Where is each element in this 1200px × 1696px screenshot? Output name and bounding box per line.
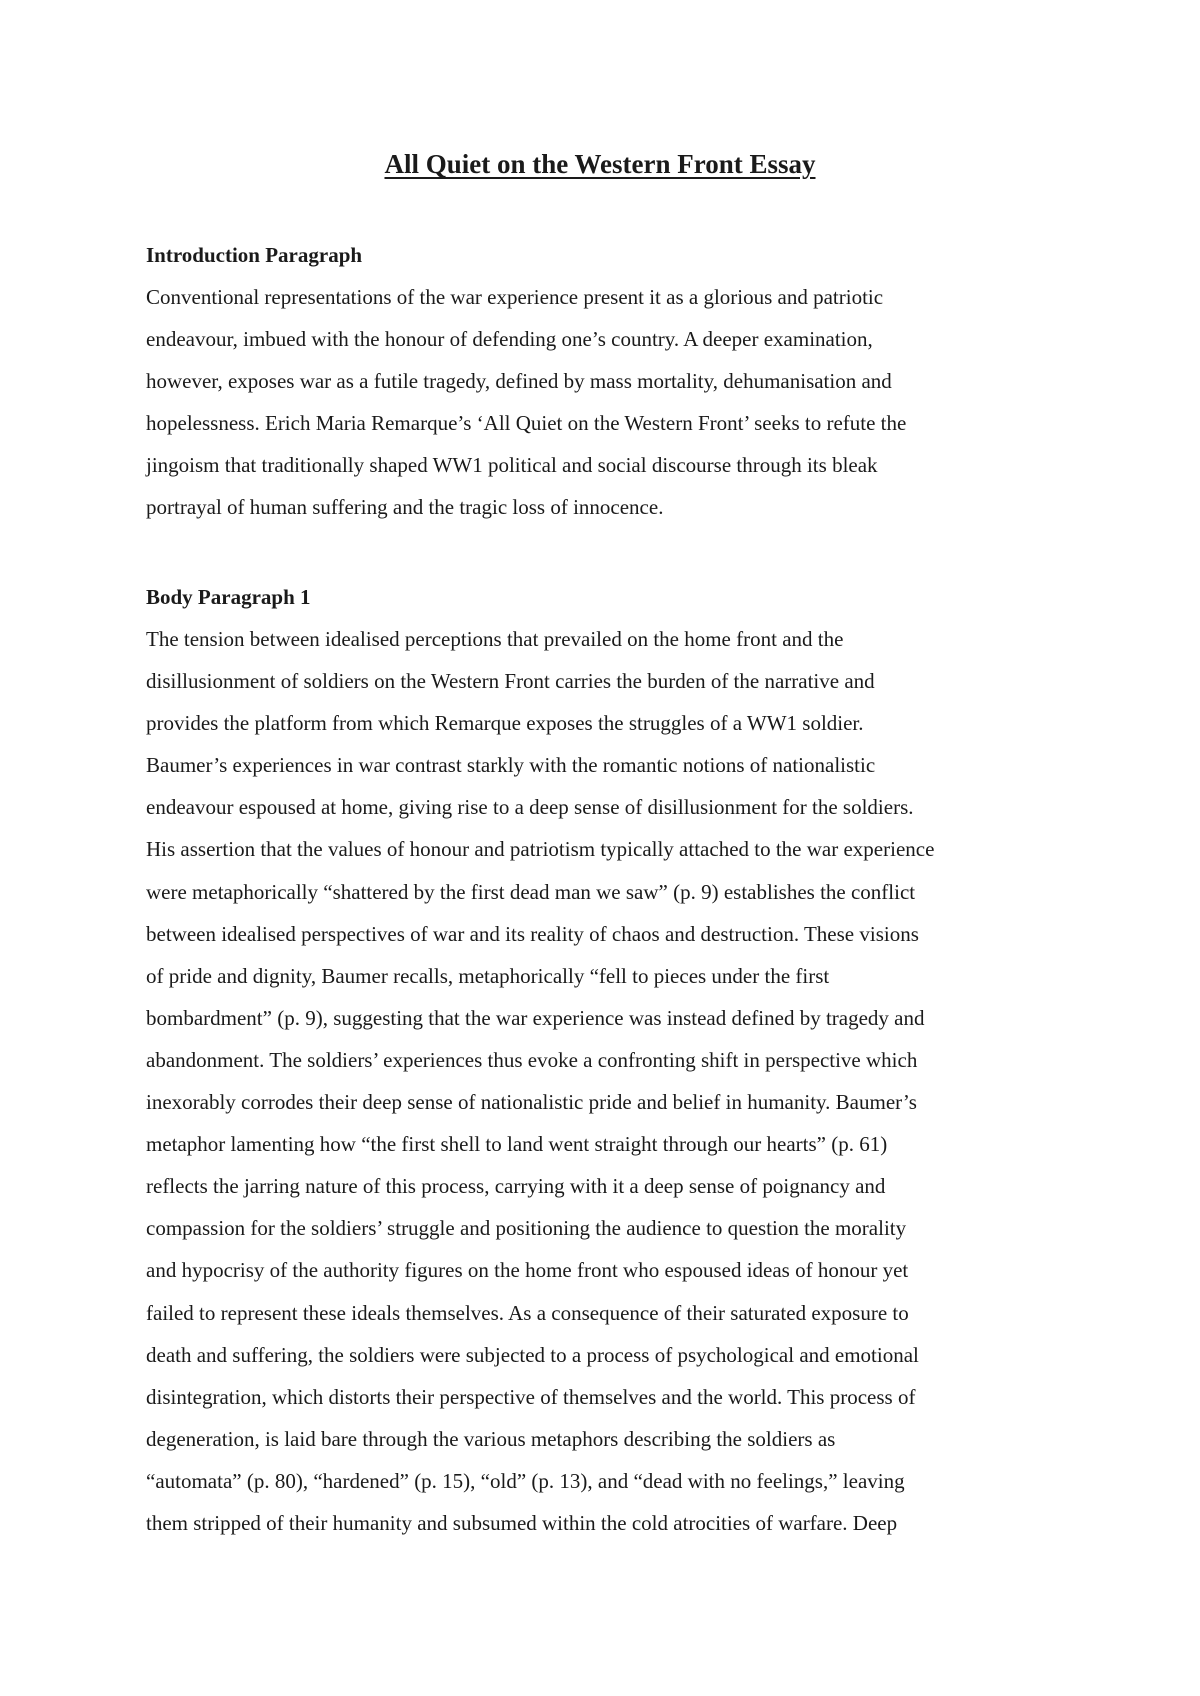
paragraph-line: disillusionment of soldiers on the Western Front carries the burden of the narrative and [146,669,875,694]
paragraph-line: portrayal of human suffering and the tragic loss of innocence. [146,495,664,520]
paragraph-line: disintegration, which distorts their perspective of themselves and the world. This process of [146,1384,916,1409]
paragraph-line: Baumer’s experiences in war contrast starkly with the romantic notions of nationalistic [146,753,876,778]
paragraph-line: of pride and dignity, Baumer recalls, metaphorically “fell to pieces under the first [146,963,830,988]
paragraph-line: were metaphorically “shattered by the first dead man we saw” (p. 9) establishes the conflict [146,879,916,904]
paragraph-line: endeavour espoused at home, giving rise to a deep sense of disillusionment for the soldiers. [146,795,914,820]
paragraph-line: “automata” (p. 80), “hardened” (p. 15), “old” (p. 13), and “dead with no feelings,” leaving [146,1468,905,1493]
introduction-section [146,234,1066,529]
essay-title: All Quiet on the Western Front Essay [384,149,816,179]
paragraph-line: however, exposes war as a futile tragedy, defined by mass mortality, dehumanisation and [146,369,892,394]
introduction-heading: Introduction Paragraph [146,243,363,267]
paragraph-line: degeneration, is laid bare through the various metaphors describing the soldiers as [146,1426,836,1451]
paragraph-line: endeavour, imbued with the honour of defending one’s country. A deeper examination, [146,327,873,352]
paragraph-line: death and suffering, the soldiers were subjected to a process of psychological and emotional [146,1342,919,1367]
paragraph-line: failed to represent these ideals themselves. As a consequence of their saturated exposure to [146,1300,909,1325]
paragraph-line: bombardment” (p. 9), suggesting that the war experience was instead defined by tragedy and [146,1005,925,1030]
paragraph-line: The tension between idealised perceptions that prevailed on the home front and the [146,627,844,651]
paragraph-line: Conventional representations of the war experience present it as a glorious and patriotic [146,285,884,309]
paragraph-line: jingoism that traditionally shaped WW1 political and social discourse through its bleak [146,453,878,478]
paragraph-line: His assertion that the values of honour and patriotism typically attached to the war experience [146,837,935,862]
paragraph-line: and hypocrisy of the authority figures on the home front who espoused ideas of honour yet [146,1258,909,1283]
paragraph-line: reflects the jarring nature of this process, carrying with it a deep sense of poignancy and [146,1174,886,1199]
body-paragraph-1-section [146,576,1066,1544]
body-paragraph-1-heading: Body Paragraph 1 [146,585,311,609]
paragraph-line: between idealised perspectives of war and its reality of chaos and destruction. These visions [146,921,919,946]
paragraph-line: inexorably corrodes their deep sense of nationalistic pride and belief in humanity. Baumer’s [146,1090,917,1115]
paragraph-line: hopelessness. Erich Maria Remarque’s ‘All Quiet on the Western Front’ seeks to refute the [146,411,907,436]
paragraph-line: compassion for the soldiers’ struggle and positioning the audience to question the morality [146,1216,907,1241]
paragraph-line: metaphor lamenting how “the first shell to land went straight through our hearts” (p. 61) [146,1132,888,1157]
paragraph-line: provides the platform from which Remarque exposes the struggles of a WW1 soldier. [146,711,864,736]
paragraph-line: abandonment. The soldiers’ experiences thus evoke a confronting shift in perspective which [146,1047,918,1072]
paragraph-line: them stripped of their humanity and subsumed within the cold atrocities of warfare. Deep [146,1510,898,1535]
